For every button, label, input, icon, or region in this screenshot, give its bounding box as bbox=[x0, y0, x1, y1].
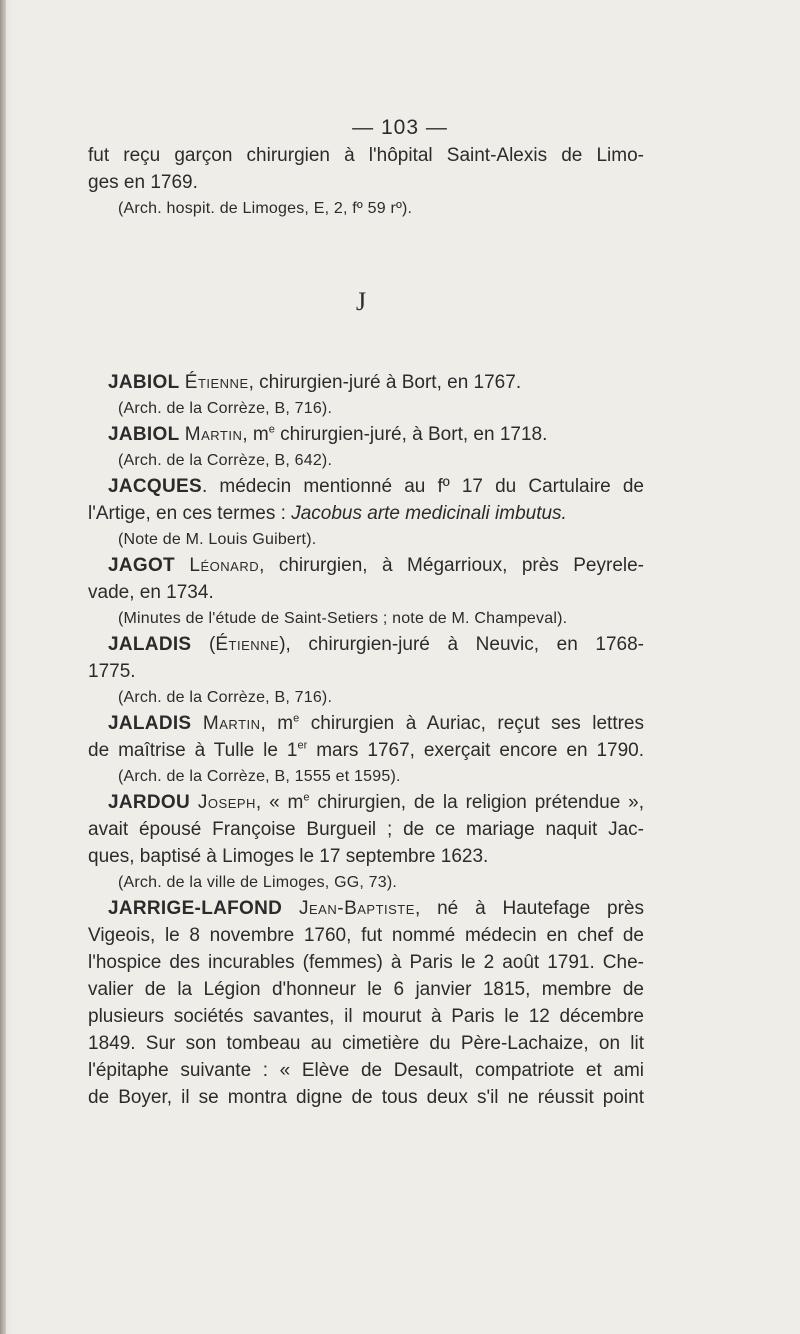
entry-jabiol-etienne bbox=[88, 369, 644, 396]
entry-source: (Arch. de la Corrèze, B, 642). bbox=[118, 452, 333, 469]
entry-source: (Arch. de la ville de Limoges, GG, 73). bbox=[118, 874, 398, 891]
entry-name: JACQUES bbox=[108, 476, 202, 497]
entry-source: (Arch. de la Corrèze, B, 716). bbox=[118, 400, 333, 417]
entry-name: JARRIGE-LAFOND bbox=[108, 898, 283, 919]
superscript: e bbox=[303, 791, 310, 804]
entry-text: chirurgien à Auriac, reçut ses lettres bbox=[299, 713, 644, 734]
entry-given-name: Léonard bbox=[189, 555, 260, 576]
entry-given-name: Jean-Baptiste bbox=[299, 898, 415, 919]
entry-name: JABIOL bbox=[108, 372, 180, 393]
entry-continuation: avait épousé Françoise Burgueil ; de ce mariage naquit Jac- bbox=[88, 819, 644, 840]
entry-given-name: Martin bbox=[202, 713, 261, 734]
intro-source: (Arch. hospit. de Limoges, E, 2, fº 59 rº). bbox=[118, 200, 413, 217]
entry-continuation: Vigeois, le 8 novembre 1760, fut nommé médecin en chef de bbox=[88, 925, 644, 946]
entry-jardou bbox=[88, 789, 644, 816]
entry-continuation: plusieurs sociétés savantes, il mourut à Paris le 12 décembre bbox=[88, 1006, 644, 1027]
entry-source: (Arch. de la Corrèze, B, 716). bbox=[118, 689, 333, 706]
entry-name: JARDOU bbox=[108, 792, 191, 813]
entry-continuation: 1775. bbox=[88, 661, 136, 682]
entry-continuation: ques, baptisé à Limoges le 17 septembre 1623. bbox=[88, 846, 489, 867]
superscript: er bbox=[297, 739, 308, 752]
entry-text: chirurgien-juré, à Bort, en 1718. bbox=[274, 424, 548, 445]
entry-text: , chirurgien, à Mégarrioux, près Peyrele- bbox=[259, 555, 644, 576]
intro-line-1: fut reçu garçon chirurgien à l'hôpital Saint-Alexis de Limo- bbox=[88, 145, 644, 166]
entry-text: , « m bbox=[255, 792, 304, 813]
entry-continuation bbox=[88, 737, 644, 764]
entry-name: JABIOL bbox=[108, 424, 180, 445]
entry-text: de maîtrise à Tulle le 1 bbox=[88, 740, 298, 761]
superscript: e bbox=[293, 712, 300, 725]
entry-text: . médecin mentionné au fº 17 du Cartulaire de bbox=[201, 476, 644, 497]
page-number: — 103 — bbox=[352, 116, 448, 139]
entry-given-name: Joseph bbox=[197, 792, 256, 813]
entry-name: JAGOT bbox=[108, 555, 175, 576]
entry-name: JALADIS bbox=[108, 634, 192, 655]
entry-jagot bbox=[88, 552, 644, 579]
entry-continuation bbox=[88, 500, 644, 527]
entry-source: (Arch. de la Corrèze, B, 1555 et 1595). bbox=[118, 768, 401, 785]
entry-continuation: 1849. Sur son tombeau au cimetière du Père-Lachaize, on lit bbox=[88, 1033, 644, 1054]
entry-source: (Minutes de l'étude de Saint-Setiers ; note de M. Champeval). bbox=[118, 610, 568, 627]
entry-continuation: vade, en 1734. bbox=[88, 582, 214, 603]
intro-line-2: ges en 1769. bbox=[88, 172, 198, 193]
section-letter: J bbox=[355, 287, 367, 316]
entry-jarrige-lafond bbox=[88, 895, 644, 922]
entry-given-name: Étienne bbox=[184, 372, 249, 393]
entry-name: JALADIS bbox=[108, 713, 192, 734]
binding-shadow bbox=[0, 0, 6, 1334]
entry-jaladis-etienne bbox=[88, 631, 644, 658]
entry-jaladis-martin bbox=[88, 710, 644, 737]
superscript: e bbox=[268, 423, 275, 436]
entry-text: , m bbox=[260, 713, 294, 734]
entry-text: l'Artige, en ces termes : bbox=[88, 503, 292, 524]
entry-text: mars 1767, exerçait encore en 1790. bbox=[307, 740, 644, 761]
entry-text: chirurgien, de la religion prétendue », bbox=[309, 792, 645, 813]
entry-jacques bbox=[88, 473, 644, 500]
entry-text: , chirurgien-juré à Neuvic, en 1768- bbox=[285, 634, 644, 655]
entry-jabiol-martin bbox=[88, 421, 644, 448]
entry-paren: ) bbox=[279, 634, 286, 655]
entry-continuation: l'épitaphe suivante : « Elève de Desault, compatriote et ami bbox=[88, 1060, 644, 1081]
entry-given-name: Étienne bbox=[215, 634, 280, 655]
entry-text: , m bbox=[242, 424, 269, 445]
entry-text: , né à Hautefage près bbox=[414, 898, 644, 919]
entry-given-name: Martin bbox=[184, 424, 243, 445]
latin-quote: Jacobus arte medicinali imbutus. bbox=[291, 503, 567, 524]
entry-paren: ( bbox=[191, 634, 216, 655]
entry-text: , chirurgien-juré à Bort, en 1767. bbox=[248, 372, 522, 393]
page-body bbox=[88, 142, 644, 1111]
entry-continuation: valier de la Légion d'honneur le 6 janvier 1815, membre de bbox=[88, 979, 644, 1000]
entry-continuation: l'hospice des incurables (femmes) à Paris le 2 août 1791. Che- bbox=[88, 952, 644, 973]
entry-source: (Note de M. Louis Guibert). bbox=[118, 531, 317, 548]
entry-continuation: de Boyer, il se montra digne de tous deux s'il ne réussit point bbox=[88, 1087, 644, 1108]
